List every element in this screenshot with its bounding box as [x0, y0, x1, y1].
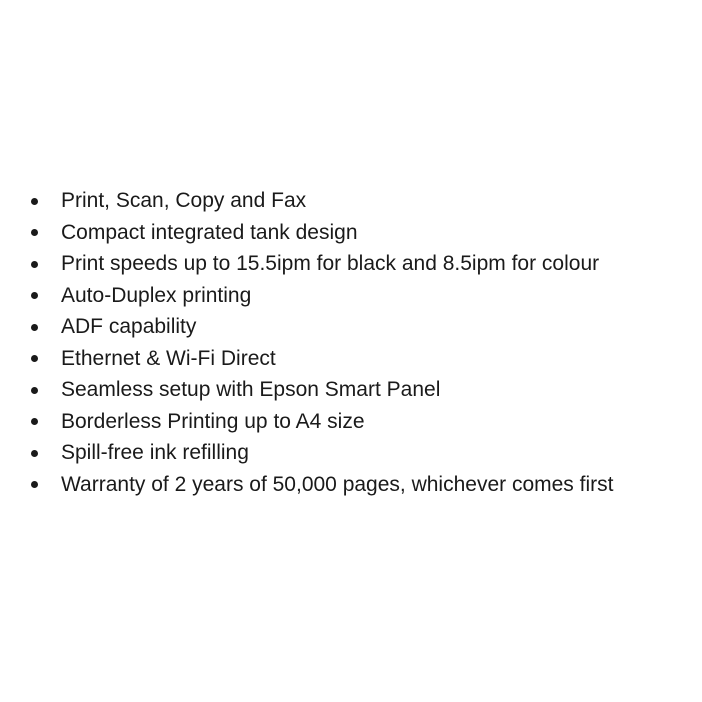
bullet-icon [31, 450, 38, 457]
feature-text: Warranty of 2 years of 50,000 pages, whichever comes first [61, 472, 614, 496]
feature-text: Spill-free ink refilling [61, 441, 249, 464]
list-item [0, 374, 613, 406]
bullet-icon [31, 481, 38, 488]
bullet-icon [31, 418, 38, 425]
bullet-icon [31, 261, 38, 268]
bullet-icon [31, 324, 38, 331]
list-item [0, 437, 613, 469]
bullet-icon [31, 355, 38, 362]
feature-list [0, 185, 613, 500]
bullet-icon [31, 292, 38, 299]
bullet-icon [31, 229, 38, 236]
feature-text: Ethernet & Wi-Fi Direct [61, 346, 276, 370]
list-item [0, 311, 613, 343]
feature-text: ADF capability [61, 315, 197, 338]
list-item [0, 280, 613, 312]
feature-text: Seamless setup with Epson Smart Panel [61, 378, 441, 401]
list-item [0, 406, 613, 438]
list-item [0, 217, 613, 249]
feature-text: Print, Scan, Copy and Fax [61, 189, 307, 212]
feature-text: Compact integrated tank design [61, 220, 358, 244]
bullet-icon [31, 198, 38, 205]
list-item [0, 185, 613, 217]
feature-text: Auto-Duplex printing [61, 283, 252, 307]
feature-text: Print speeds up to 15.5ipm for black and 8.5ipm for colour [61, 252, 600, 275]
list-item [0, 469, 613, 501]
list-item [0, 248, 613, 280]
bullet-icon [31, 387, 38, 394]
list-item [0, 343, 613, 375]
feature-text: Borderless Printing up to A4 size [61, 409, 365, 433]
